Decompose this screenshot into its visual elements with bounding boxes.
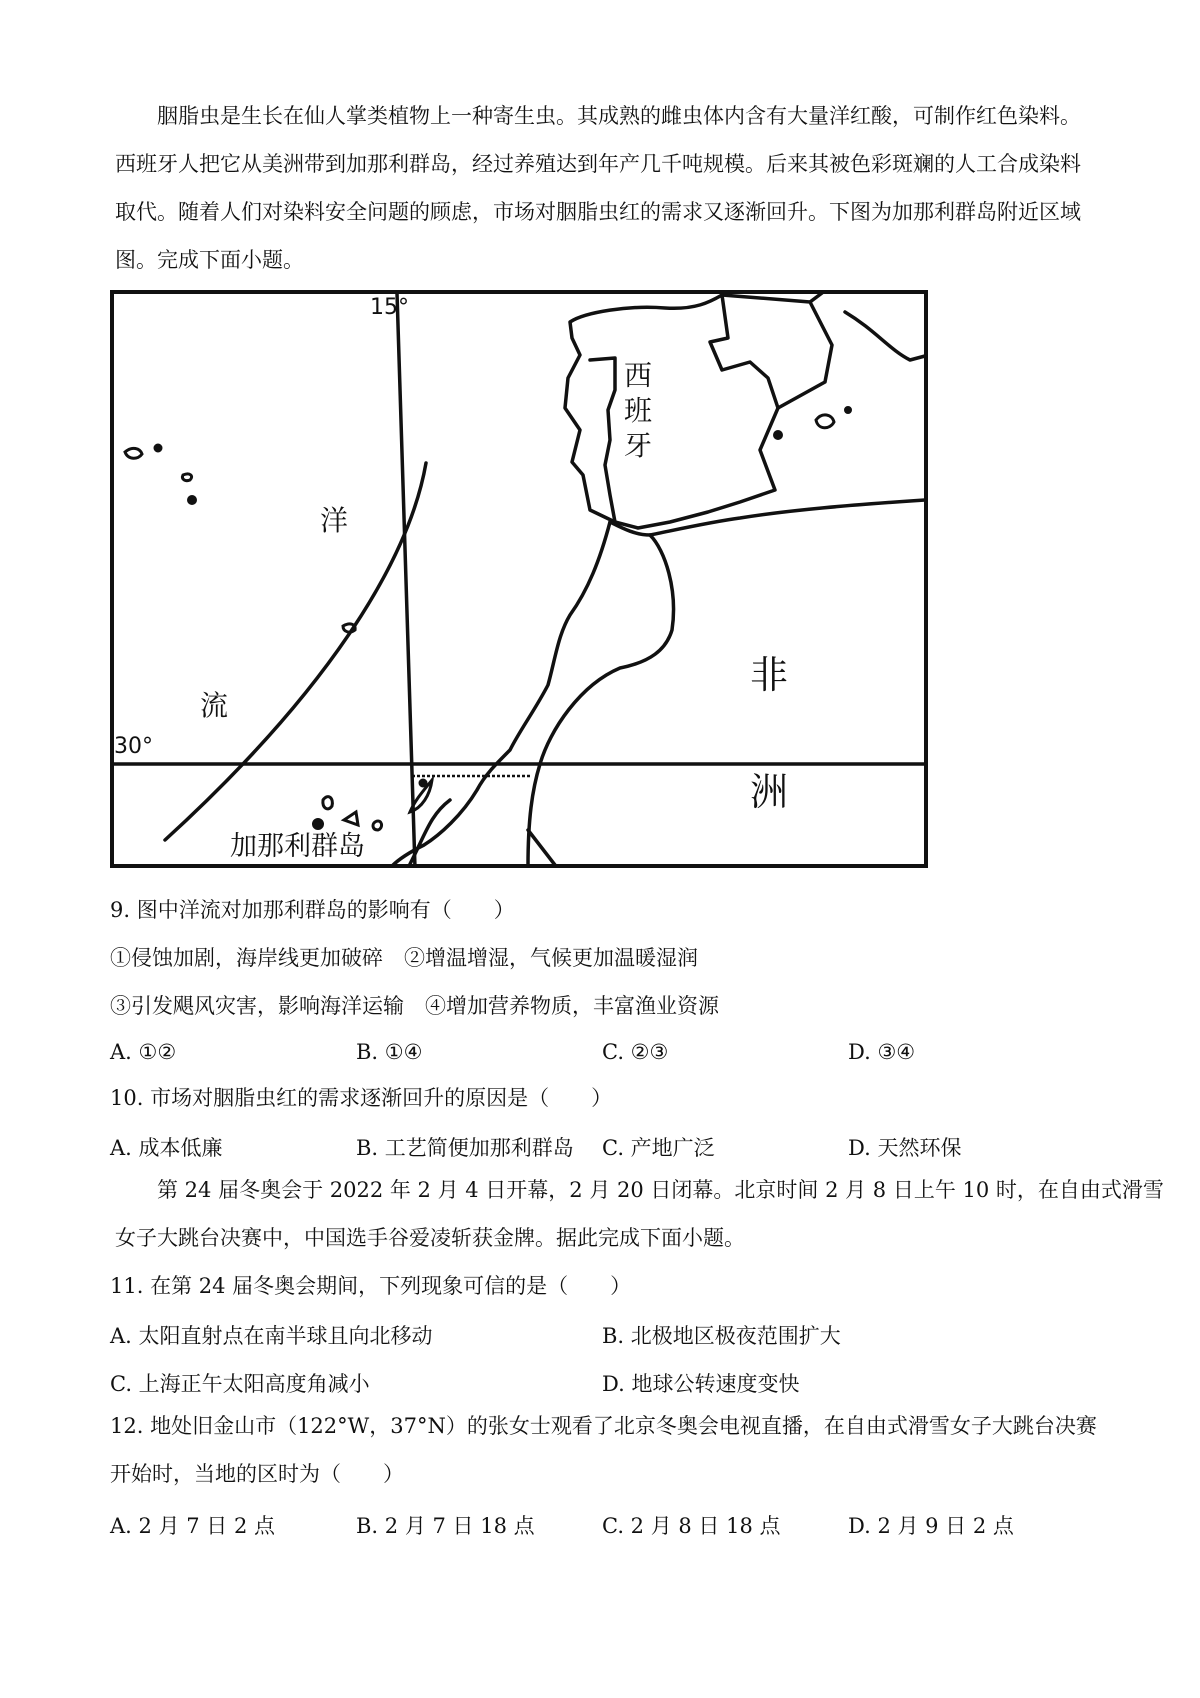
intro-passage-2 [115,1166,1164,1262]
spain-label: 班 [624,394,653,427]
q11-option-a[interactable]: A. 太阳直射点在南半球且向北移动 [110,1324,433,1348]
africa-label: 洲 [750,770,789,814]
q9-option-b[interactable]: B. ①④ [356,1040,423,1064]
meridian-15-label: 15° [370,295,409,320]
spain-label: 牙 [624,429,653,462]
spain-label: 西 [624,359,653,392]
intro-line: 图。完成下面小题。 [115,248,304,272]
africa-label: 非 [750,653,789,697]
q9-stem: 9. 图中洋流对加那利群岛的影响有（ ） [110,898,515,922]
current-label: 洋 [320,504,349,537]
q10-option-b[interactable]: B. 工艺简便加那利群岛 [356,1136,574,1160]
q10-option-a[interactable]: A. 成本低廉 [110,1136,223,1160]
q11-option-d[interactable]: D. 地球公转速度变快 [602,1372,800,1396]
q12-stem: 开始时，当地的区时为（ ） [110,1462,404,1486]
canary-islands-map [110,290,928,868]
intro-line: 女子大跳台决赛中，中国选手谷爱凌斩获金牌。据此完成下面小题。 [115,1226,745,1250]
intro-line: 第 24 届冬奥会于 2022 年 2 月 4 日开幕，2 月 20 日闭幕。北京时间 2 月 8 日上午 10 时，在自由式滑雪 [157,1178,1164,1202]
q12-option-a[interactable]: A. 2 月 7 日 2 点 [110,1514,275,1538]
azores-island [189,497,196,504]
canary-island [420,780,426,786]
q9-option-a[interactable]: A. ①② [110,1040,177,1064]
q9-statements: ①侵蚀加剧，海岸线更加破碎 ②增温增湿，气候更加温暖湿润 [110,946,698,970]
q12-option-d[interactable]: D. 2 月 9 日 2 点 [848,1514,1014,1538]
azores-island [155,445,161,451]
intro-line: 胭脂虫是生长在仙人掌类植物上一种寄生虫。其成熟的雌虫体内含有大量洋红酸，可制作红色染料。 [157,104,1081,128]
q12-option-c[interactable]: C. 2 月 8 日 18 点 [602,1514,781,1538]
q11-option-c[interactable]: C. 上海正午太阳高度角减小 [110,1372,370,1396]
parallel-30-label: 30° [114,734,153,759]
balearic-island [775,432,782,439]
q10-stem: 10. 市场对胭脂虫红的需求逐渐回升的原因是（ ） [110,1086,613,1110]
q12-stem: 12. 地处旧金山市（122°W，37°N）的张女士观看了北京冬奥会电视直播，在自由式滑雪女子大跳台决赛 [110,1414,1097,1438]
q10-option-c[interactable]: C. 产地广泛 [602,1136,715,1160]
canary-island [314,820,323,829]
q11-stem: 11. 在第 24 届冬奥会期间，下列现象可信的是（ ） [110,1274,632,1298]
canary-label: 加那利群岛 [230,831,365,862]
q11-option-b[interactable]: B. 北极地区极夜范围扩大 [602,1324,841,1348]
map-frame [112,292,926,866]
balearic-island [846,408,851,413]
intro-line: 取代。随着人们对染料安全问题的顾虑，市场对胭脂虫红的需求又逐渐回升。下图为加那利群岛附近区域 [115,200,1081,224]
q10-option-d[interactable]: D. 天然环保 [848,1136,962,1160]
q9-option-d[interactable]: D. ③④ [848,1040,916,1064]
current-label: 流 [200,689,229,722]
q9-statements: ③引发飓风灾害，影响海洋运输 ④增加营养物质，丰富渔业资源 [110,994,719,1018]
q12-option-b[interactable]: B. 2 月 7 日 18 点 [356,1514,535,1538]
q9-option-c[interactable]: C. ②③ [602,1040,669,1064]
intro-passage [115,92,1095,284]
intro-line: 西班牙人把它从美洲带到加那利群岛，经过养殖达到年产几千吨规模。后来其被色彩斑斓的人工合成染料 [115,152,1081,176]
